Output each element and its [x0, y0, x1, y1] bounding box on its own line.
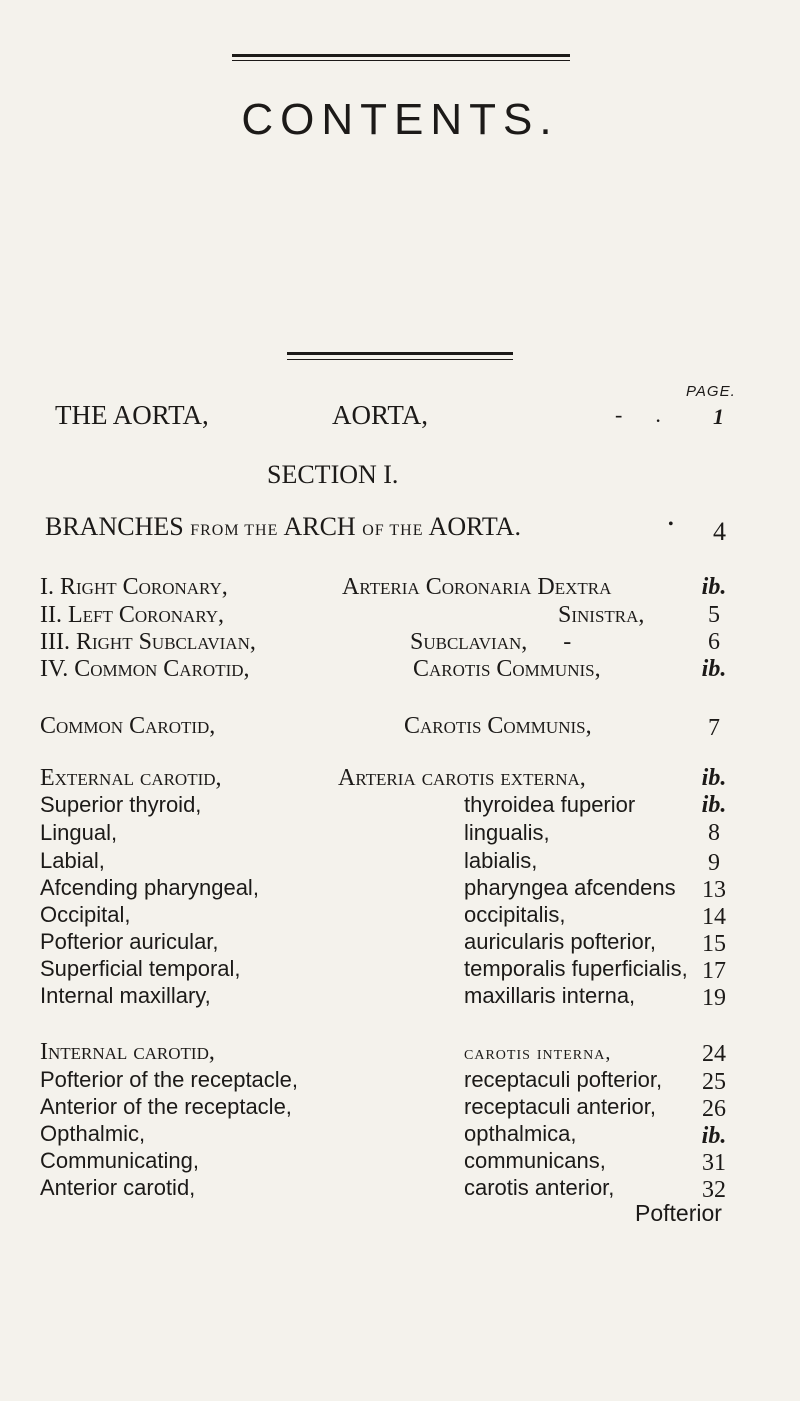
entry-right: occipitalis,	[464, 902, 566, 927]
entry-page: 9	[708, 850, 720, 876]
branches-page: 4	[713, 517, 726, 546]
aorta-page: 1	[713, 404, 724, 429]
entry-page: 8	[708, 820, 720, 846]
entry-page: ib.	[701, 792, 727, 818]
entry-page: 13	[702, 877, 726, 903]
entry-page: 25	[702, 1069, 726, 1095]
entry-page: 14	[702, 904, 726, 930]
entry-right: carotis anterior,	[464, 1175, 615, 1200]
entry-left: Pofterior of the receptacle,	[40, 1067, 299, 1092]
entry-left: Occipital,	[40, 902, 131, 927]
page-column-header: PAGE.	[686, 383, 736, 400]
entry-right: temporalis fuperficialis,	[464, 956, 688, 981]
entry-right: receptaculi anterior,	[464, 1094, 656, 1119]
entry-left: I. Right Coronary,	[40, 574, 228, 600]
entry-page: 19	[702, 985, 726, 1011]
entry-page: ib.	[701, 765, 727, 791]
entry-right: carotis interna,	[464, 1042, 612, 1064]
entry-left: Pofterior auricular,	[40, 929, 219, 954]
entry-left: Communicating,	[40, 1148, 199, 1173]
entry-right: Arteria carotis externa,	[338, 765, 586, 791]
entry-left: Superficial temporal,	[40, 956, 241, 981]
entry-page: 31	[702, 1150, 726, 1176]
section-heading: SECTION I.	[267, 460, 399, 489]
entry-page: ib.	[701, 1123, 727, 1149]
entry-right: Carotis Communis,	[404, 713, 592, 739]
entry-page: 7	[708, 715, 720, 741]
entry-page: 24	[702, 1041, 726, 1067]
entry-right: lingualis,	[464, 820, 550, 845]
title-rule-thick	[287, 352, 513, 355]
entry-page: ib.	[701, 656, 727, 682]
aorta-dots: - .	[615, 402, 661, 427]
entry-right: pharyngea afcendens	[464, 875, 676, 900]
title-rule-thin	[287, 359, 513, 360]
branches-arch: ARCH	[283, 512, 356, 541]
branches-heading	[45, 512, 521, 542]
entry-right: Sinistra,	[558, 602, 645, 628]
entry-page: 15	[702, 931, 726, 957]
entry-right: communicans,	[464, 1148, 606, 1173]
aorta-left: THE AORTA,	[55, 400, 209, 430]
branches-word: BRANCHES	[45, 512, 184, 541]
entry-left: II. Left Coronary,	[40, 602, 224, 628]
entry-right: auricularis pofterior,	[464, 929, 656, 954]
entry-left: Afcending pharyngeal,	[40, 875, 259, 900]
entry-right: maxillaris interna,	[464, 983, 636, 1008]
catchword: Pofterior	[635, 1200, 722, 1226]
entry-right: opthalmica,	[464, 1121, 577, 1146]
entry-page: 26	[702, 1096, 726, 1122]
entry-left: Labial,	[40, 848, 105, 873]
entry-left: Common Carotid,	[40, 713, 216, 739]
entry-page: 17	[702, 958, 726, 984]
entry-left: Anterior of the receptacle,	[40, 1094, 292, 1119]
branches-of: OF THE	[362, 522, 424, 539]
entry-left: III. Right Subclavian,	[40, 629, 256, 655]
entry-left: Anterior carotid,	[40, 1175, 196, 1200]
top-rule-thin	[232, 60, 570, 61]
entry-left: Lingual,	[40, 820, 118, 845]
entry-left: Superior thyroid,	[40, 792, 202, 817]
entry-left: Internal maxillary,	[40, 983, 211, 1008]
entry-left: Opthalmic,	[40, 1121, 146, 1146]
top-rule-thick	[232, 54, 570, 57]
entry-right: receptaculi pofterior,	[464, 1067, 663, 1092]
entry-right: Carotis Communis,	[413, 656, 601, 682]
entry-page: ib.	[701, 574, 727, 600]
branches-from: FROM THE	[190, 522, 279, 539]
entry-right: labialis,	[464, 848, 538, 873]
entry-right: Arteria Coronaria Dextra	[342, 574, 612, 600]
entry-page: 5	[708, 602, 720, 628]
page-title: CONTENTS.	[241, 95, 559, 144]
entry-left: External carotid,	[40, 765, 222, 791]
entry-page: 6	[708, 629, 720, 655]
entry-left: Internal carotid,	[40, 1039, 215, 1065]
entry-page: 32	[702, 1177, 726, 1203]
aorta-mid: AORTA,	[332, 400, 428, 430]
branches-dot: •	[668, 516, 674, 533]
entry-left: IV. Common Carotid,	[40, 656, 250, 682]
entry-right: Subclavian, -	[410, 629, 572, 655]
entry-right: thyroidea fuperior	[464, 792, 636, 817]
branches-aorta: AORTA.	[428, 512, 521, 541]
